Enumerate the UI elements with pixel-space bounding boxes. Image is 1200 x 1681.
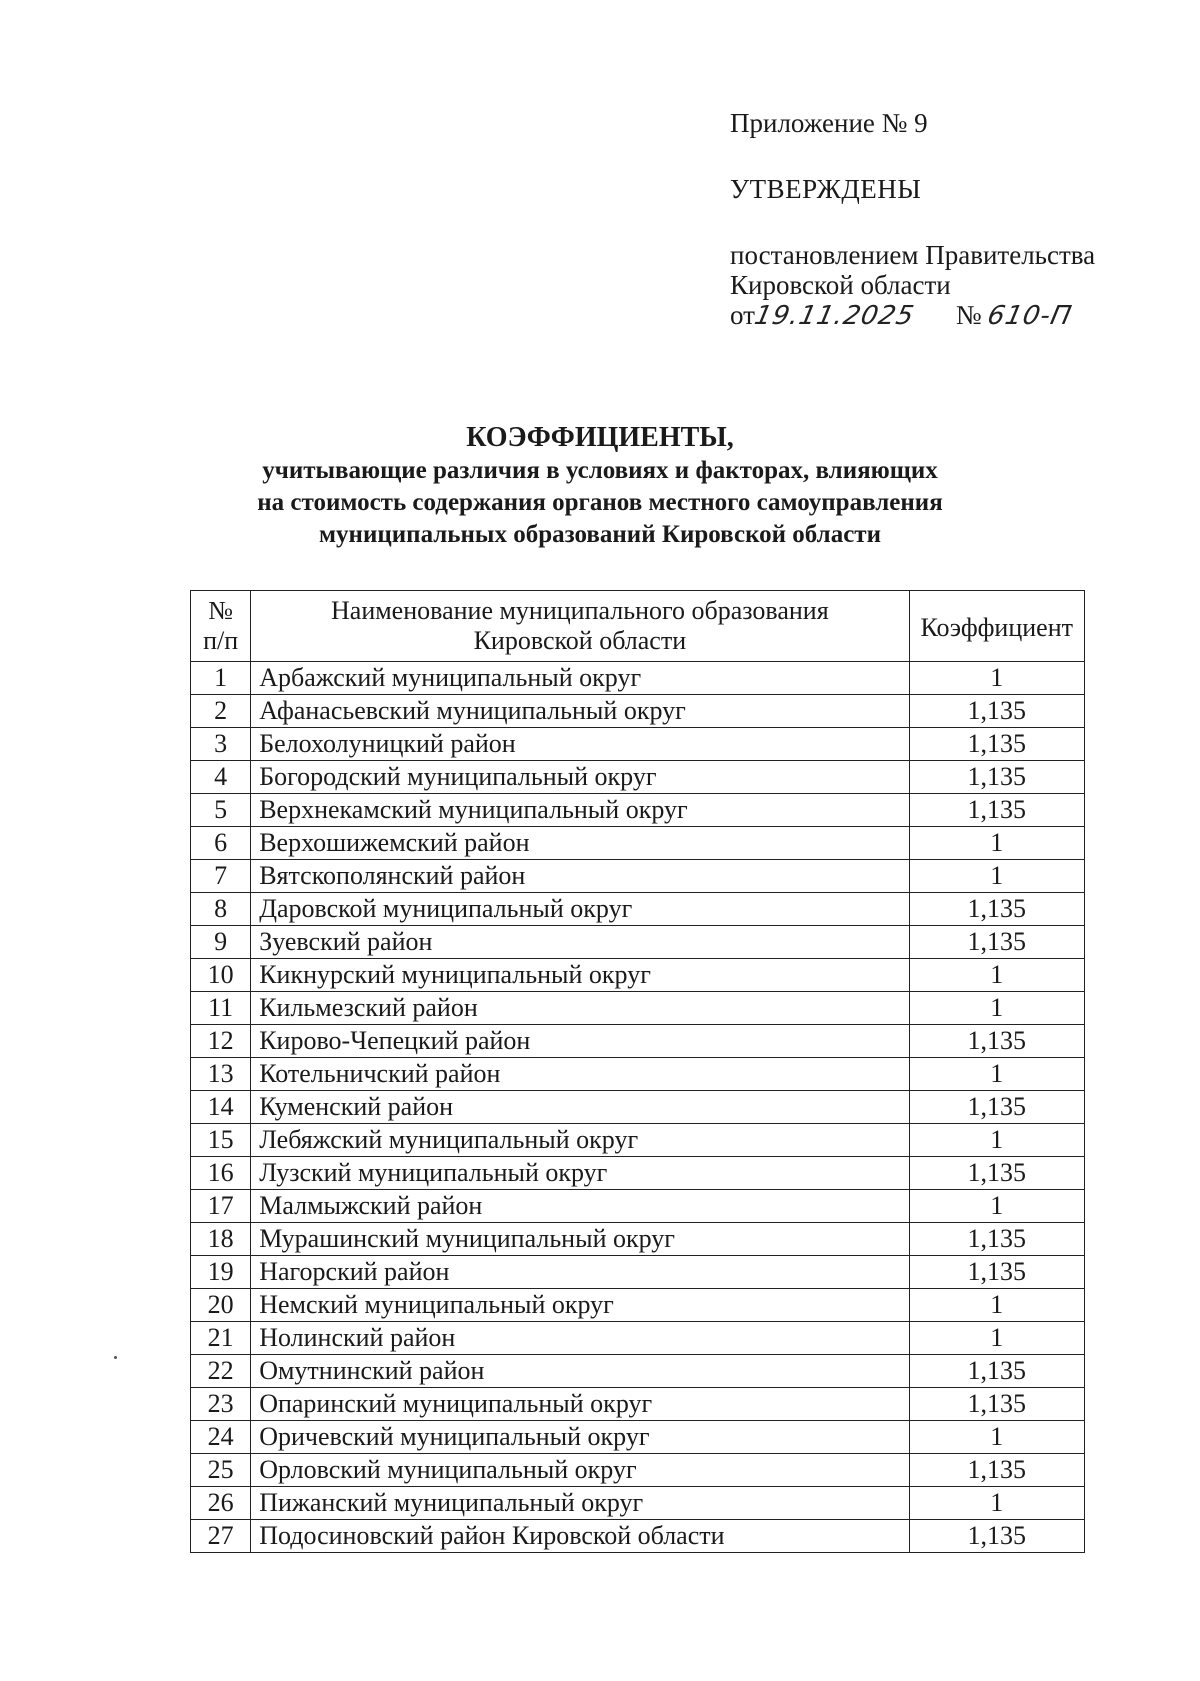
table-row (191, 1223, 1085, 1256)
table-row (191, 992, 1085, 1025)
table-row (191, 1487, 1085, 1520)
row-coefficient: 1,135 (909, 1223, 1085, 1256)
table-row (191, 695, 1085, 728)
table-row (191, 1157, 1085, 1190)
coefficients-table (190, 590, 1085, 1553)
row-coefficient: 1,135 (909, 1520, 1085, 1553)
table-row (191, 1058, 1085, 1091)
table-row (191, 1091, 1085, 1124)
resolution-line-2: Кировской области (730, 270, 951, 300)
row-num: 9 (191, 926, 251, 959)
header-coef: Коэффициент (909, 591, 1085, 662)
row-name: Орловский муниципальный округ (251, 1454, 909, 1487)
row-num: 7 (191, 860, 251, 893)
row-coefficient: 1 (909, 827, 1085, 860)
row-num: 22 (191, 1355, 251, 1388)
header-num-line-2: п/п (203, 626, 239, 655)
approved-label: УТВЕРЖДЕНЫ (730, 174, 922, 204)
title-heading: КОЭФФИЦИЕНТЫ, (466, 422, 734, 453)
row-name: Кильмезский район (251, 992, 909, 1025)
date-prefix: от (730, 300, 755, 330)
row-coefficient: 1,135 (909, 1091, 1085, 1124)
document-title (0, 421, 1200, 551)
row-name: Богородский муниципальный округ (251, 761, 909, 794)
handwritten-date: 19.11.2025 (751, 301, 918, 331)
row-num: 16 (191, 1157, 251, 1190)
row-num: 8 (191, 893, 251, 926)
row-name: Немский муниципальный округ (251, 1289, 909, 1322)
scan-speck (114, 1356, 117, 1359)
row-coefficient: 1 (909, 1124, 1085, 1157)
table-row (191, 1190, 1085, 1223)
table-row (191, 1289, 1085, 1322)
row-name: Малмыжский район (251, 1190, 909, 1223)
row-coefficient: 1,135 (909, 761, 1085, 794)
row-coefficient: 1 (909, 1487, 1085, 1520)
row-num: 3 (191, 728, 251, 761)
row-name: Омутнинский район (251, 1355, 909, 1388)
table-row (191, 1124, 1085, 1157)
row-coefficient: 1,135 (909, 926, 1085, 959)
row-coefficient: 1,135 (909, 728, 1085, 761)
header-name-line-2: Кировской области (473, 626, 687, 655)
row-name: Зуевский район (251, 926, 909, 959)
table-header-row (191, 591, 1085, 662)
row-name: Опаринский муниципальный округ (251, 1388, 909, 1421)
row-num: 25 (191, 1454, 251, 1487)
row-name: Лузский муниципальный округ (251, 1157, 909, 1190)
row-coefficient: 1 (909, 662, 1085, 695)
table-row (191, 728, 1085, 761)
header-name (251, 591, 909, 662)
row-coefficient: 1 (909, 1421, 1085, 1454)
annex-label: Приложение № 9 (730, 108, 928, 138)
row-name: Верхнекамский муниципальный округ (251, 794, 909, 827)
row-num: 11 (191, 992, 251, 1025)
header-num-line-1: № (208, 596, 233, 625)
row-coefficient: 1 (909, 1190, 1085, 1223)
row-name: Нагорский район (251, 1256, 909, 1289)
table-row (191, 1520, 1085, 1553)
header-num (191, 591, 251, 662)
row-coefficient: 1,135 (909, 1388, 1085, 1421)
row-num: 20 (191, 1289, 251, 1322)
row-num: 23 (191, 1388, 251, 1421)
row-num: 10 (191, 959, 251, 992)
table-row (191, 1355, 1085, 1388)
row-coefficient: 1 (909, 1322, 1085, 1355)
row-num: 4 (191, 761, 251, 794)
row-coefficient: 1 (909, 992, 1085, 1025)
row-num: 2 (191, 695, 251, 728)
row-name: Лебяжский муниципальный округ (251, 1124, 909, 1157)
row-name: Даровской муниципальный округ (251, 893, 909, 926)
row-name: Кикнурский муниципальный округ (251, 959, 909, 992)
row-name: Белохолуницкий район (251, 728, 909, 761)
title-line-3: муниципальных образований Кировской области (319, 521, 881, 548)
row-name: Оричевский муниципальный округ (251, 1421, 909, 1454)
row-num: 27 (191, 1520, 251, 1553)
title-line-2: на стоимость содержания органов местного самоуправления (257, 489, 943, 516)
number-prefix: № (955, 300, 982, 330)
table-row (191, 827, 1085, 860)
table-row (191, 761, 1085, 794)
row-name: Арбажский муниципальный округ (251, 662, 909, 695)
row-coefficient: 1,135 (909, 893, 1085, 926)
row-name: Кирово-Чепецкий район (251, 1025, 909, 1058)
row-name: Котельничский район (251, 1058, 909, 1091)
row-coefficient: 1,135 (909, 1355, 1085, 1388)
row-name: Вятскополянский район (251, 860, 909, 893)
row-coefficient: 1 (909, 1289, 1085, 1322)
row-num: 21 (191, 1322, 251, 1355)
table-row (191, 860, 1085, 893)
table-row (191, 662, 1085, 695)
row-num: 18 (191, 1223, 251, 1256)
row-num: 12 (191, 1025, 251, 1058)
row-name: Верхошижемский район (251, 827, 909, 860)
table-row (191, 1421, 1085, 1454)
row-coefficient: 1 (909, 1058, 1085, 1091)
handwritten-number: 610-П (985, 301, 1076, 331)
table-row (191, 1256, 1085, 1289)
row-coefficient: 1,135 (909, 1025, 1085, 1058)
row-num: 19 (191, 1256, 251, 1289)
resolution-line-1: постановлением Правительства (730, 240, 1096, 270)
row-name: Пижанский муниципальный округ (251, 1487, 909, 1520)
table-row (191, 959, 1085, 992)
row-name: Подосиновский район Кировской области (251, 1520, 909, 1553)
row-num: 5 (191, 794, 251, 827)
row-num: 17 (191, 1190, 251, 1223)
row-coefficient: 1,135 (909, 1256, 1085, 1289)
row-name: Мурашинский муниципальный округ (251, 1223, 909, 1256)
table-row (191, 1322, 1085, 1355)
table-row (191, 1454, 1085, 1487)
table-row (191, 926, 1085, 959)
row-coefficient: 1,135 (909, 1157, 1085, 1190)
row-num: 15 (191, 1124, 251, 1157)
row-num: 1 (191, 662, 251, 695)
table-row (191, 893, 1085, 926)
row-coefficient: 1,135 (909, 695, 1085, 728)
table-row (191, 1388, 1085, 1421)
row-coefficient: 1,135 (909, 1454, 1085, 1487)
table-row (191, 794, 1085, 827)
row-num: 13 (191, 1058, 251, 1091)
row-coefficient: 1 (909, 959, 1085, 992)
header-name-line-1: Наименование муниципального образования (331, 596, 829, 625)
row-name: Нолинский район (251, 1322, 909, 1355)
title-line-1: учитывающие различия в условиях и факторах, влияющих (262, 457, 938, 484)
row-num: 6 (191, 827, 251, 860)
approval-block (730, 108, 1095, 331)
date-number-line (730, 300, 1095, 331)
row-coefficient: 1 (909, 860, 1085, 893)
row-coefficient: 1,135 (909, 794, 1085, 827)
row-num: 24 (191, 1421, 251, 1454)
row-num: 14 (191, 1091, 251, 1124)
row-name: Афанасьевский муниципальный округ (251, 695, 909, 728)
row-num: 26 (191, 1487, 251, 1520)
row-name: Куменский район (251, 1091, 909, 1124)
table-row (191, 1025, 1085, 1058)
